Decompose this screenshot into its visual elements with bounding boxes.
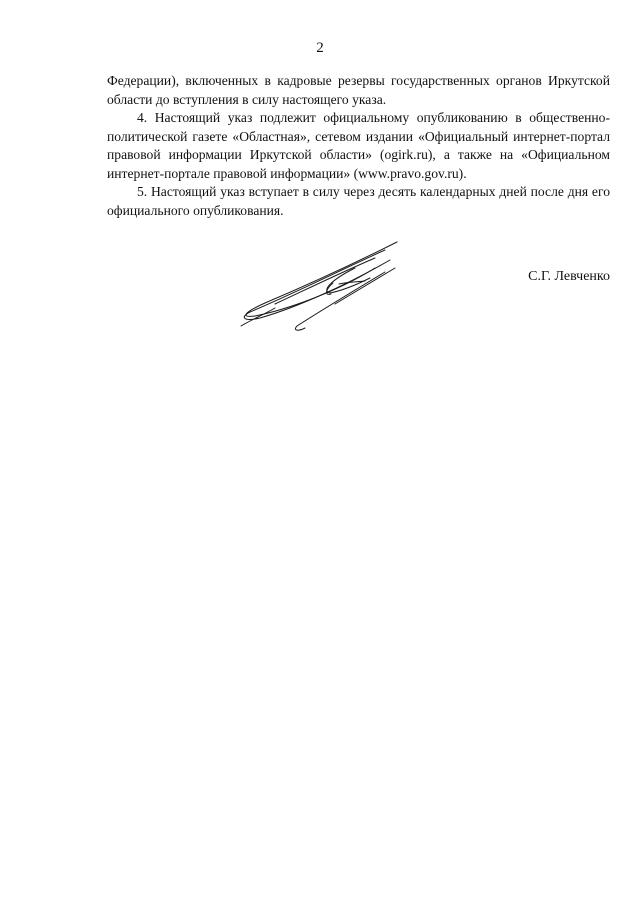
paragraph-item-5: 5. Настоящий указ вступает в силу через десять календарных дней после дня его официального опубликования. <box>107 184 610 218</box>
signature-icon <box>235 238 405 338</box>
handwritten-signature <box>235 238 405 338</box>
signatory-name: С.Г. Левченко <box>528 269 610 284</box>
paragraph-item-4: 4. Настоящий указ подлежит официальному опубликованию в общественно-политической газете «Областная», сетевом издании «Официальный интернет-портал правовой информации Иркутской области» (ogirk.ru), а также на «Официальном интернет-портале правовой информации» (www.pravo.gov.ru). <box>107 110 610 181</box>
page-number: 2 <box>316 40 324 56</box>
document-body <box>107 72 610 220</box>
paragraph-continuation: Федерации), включенных в кадровые резервы государственных органов Иркутской области до вступления в силу настоящего указа. <box>107 73 610 107</box>
